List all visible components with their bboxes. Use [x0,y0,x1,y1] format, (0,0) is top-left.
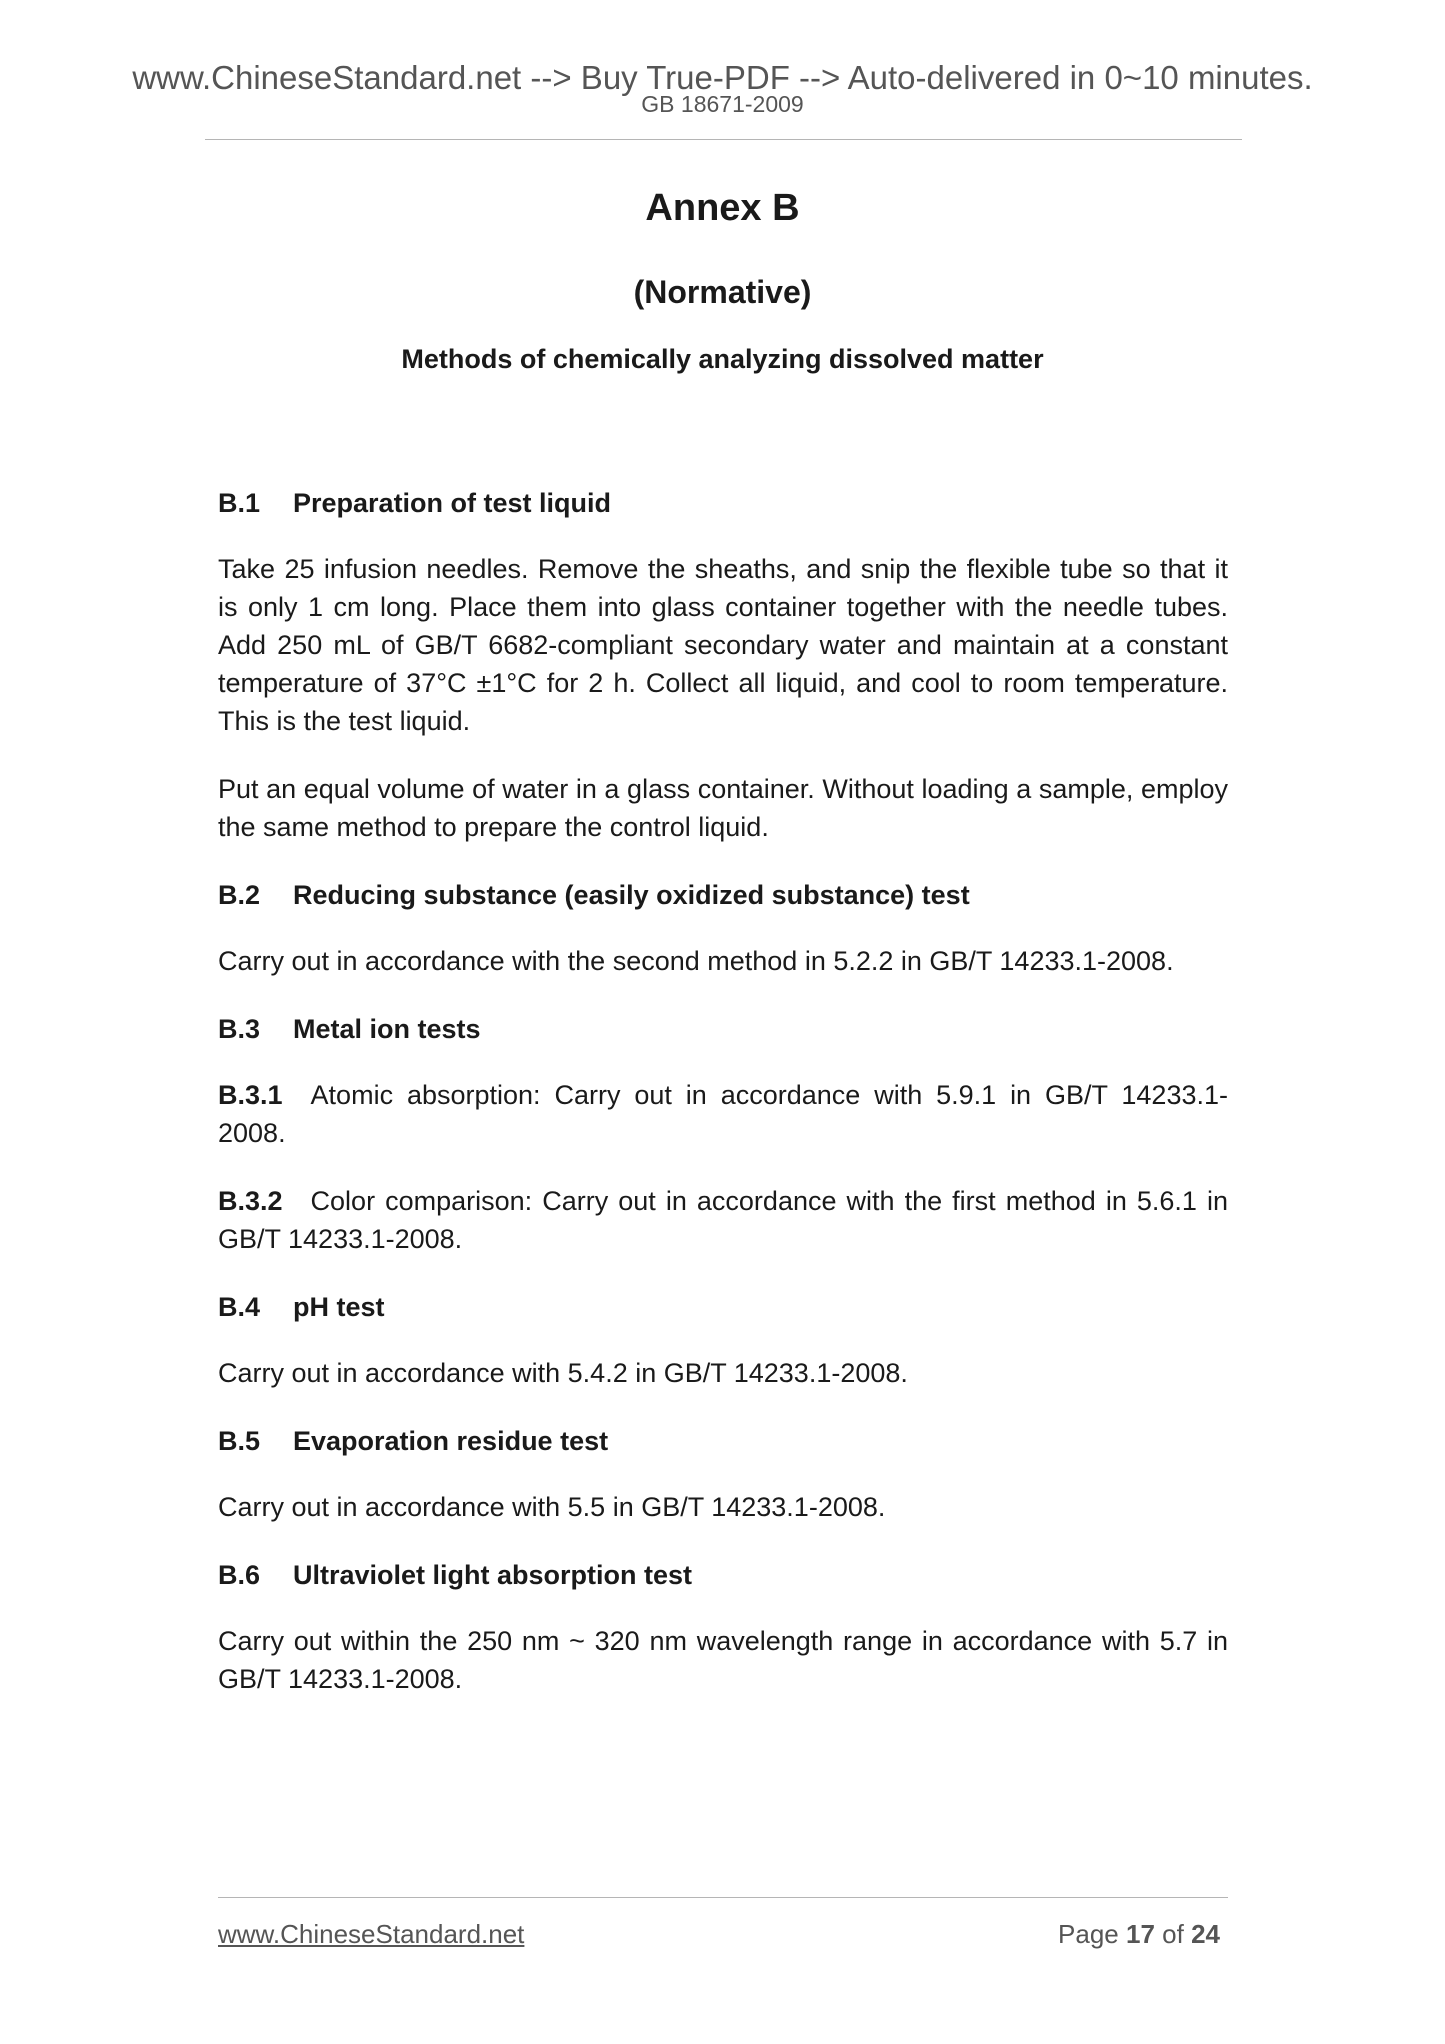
section-heading-b3 [218,1010,1228,1048]
subsection-b3-1 [218,1076,1228,1152]
section-title: Ultraviolet light absorption test [293,1560,693,1590]
subsection-number: B.3.2 [218,1186,283,1216]
section-heading-b1 [218,484,1228,522]
footer-website-link[interactable]: www.ChineseStandard.net [218,1919,525,1949]
annex-title: Annex B [645,187,800,229]
page-prefix: Page [1058,1919,1119,1949]
section-number: B.2 [218,880,261,910]
paragraph: Carry out in accordance with 5.5 in GB/T 14233.1-2008. [218,1492,886,1522]
subsection-number: B.3.1 [218,1080,283,1110]
section-heading-b6 [218,1556,1228,1594]
paragraph: Put an equal volume of water in a glass container. Without loading a sample, employ the same method to prepare the control liquid. [218,774,1228,842]
section-number: B.5 [218,1426,261,1456]
standard-code: GB 18671-2009 [641,91,804,117]
section-heading-b2 [218,876,1228,914]
section-number: B.4 [218,1292,261,1322]
section-heading-b5 [218,1422,1228,1460]
header-divider [205,139,1242,140]
section-title: Preparation of test liquid [293,488,612,518]
section-title: Metal ion tests [293,1014,481,1044]
page-current: 17 [1126,1919,1155,1949]
section-number: B.3 [218,1014,261,1044]
subsection-b3-2 [218,1182,1228,1258]
annex-kind: (Normative) [633,274,812,310]
header-banner: www.ChineseStandard.net --> Buy True-PDF --> Auto-delivered in 0~10 minutes. [132,59,1313,96]
subsection-text: Atomic absorption: Carry out in accordance with 5.9.1 in GB/T 14233.1-2008. [218,1080,1228,1148]
section-number: B.6 [218,1560,261,1590]
subsection-text: Color comparison: Carry out in accordance with the first method in 5.6.1 in GB/T 14233.1-2008. [218,1186,1228,1254]
footer-divider [218,1897,1228,1898]
paragraph: Carry out in accordance with 5.4.2 in GB/T 14233.1-2008. [218,1358,908,1388]
section-title: Evaporation residue test [293,1426,609,1456]
document-body [218,484,1228,1728]
page-total: 24 [1191,1919,1220,1949]
paragraph: Carry out within the 250 nm ~ 320 nm wavelength range in accordance with 5.7 in GB/T 14233.1-2008. [218,1626,1228,1694]
page-indicator [1058,1918,1220,1950]
page-of: of [1162,1919,1184,1949]
section-title: Reducing substance (easily oxidized substance) test [293,880,970,910]
paragraph: Carry out in accordance with the second method in 5.2.2 in GB/T 14233.1-2008. [218,946,1174,976]
paragraph: Take 25 infusion needles. Remove the sheaths, and snip the flexible tube so that it is only 1 cm long. Place them into glass container together with the needle tubes. Add 250 mL of GB/T 6682-compliant secondary water and maintain at a constant temperature of 37°C ±1°C for 2 h. Collect all liquid, and cool to room temperature. This is the test liquid. [218,554,1228,736]
annex-subtitle: Methods of chemically analyzing dissolved matter [401,344,1044,374]
section-number: B.1 [218,488,261,518]
section-title: pH test [293,1292,385,1322]
section-heading-b4 [218,1288,1228,1326]
